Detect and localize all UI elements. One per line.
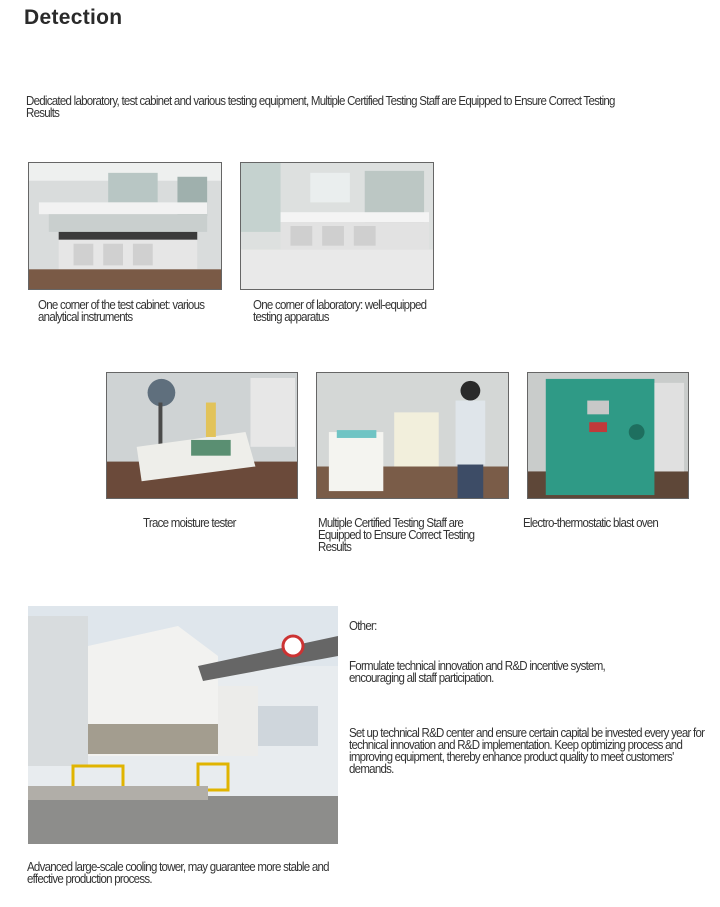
rd-center-paragraph: Set up technical R&D center and ensure certain capital be invested every year for technical innovation and R&D implementation. Keep optimizing process and improving equipment, thereby enhance product quality to meet customers' demands. xyxy=(349,726,705,776)
laboratory-caption: One corner of laboratory: well-equipped testing apparatus xyxy=(253,298,427,324)
moisture-tester-caption: Trace moisture tester xyxy=(143,516,236,530)
page-title: Detection xyxy=(24,6,123,29)
blast-oven-photo xyxy=(527,372,689,499)
moisture-tester-photo xyxy=(106,372,298,499)
laboratory-photo xyxy=(240,162,434,290)
blast-oven-caption: Electro-thermostatic blast oven xyxy=(523,516,659,530)
cooling-tower-photo xyxy=(28,606,338,844)
testing-staff-photo xyxy=(316,372,509,499)
testing-staff-caption: Multiple Certified Testing Staff are Equipped to Ensure Correct Testing Results xyxy=(318,516,475,554)
other-label: Other: xyxy=(349,619,377,633)
test-cabinet-photo xyxy=(28,162,222,290)
cooling-tower-caption: Advanced large-scale cooling tower, may guarantee more stable and effective production process. xyxy=(27,860,329,886)
innovation-paragraph: Formulate technical innovation and R&D incentive system, encouraging all staff participation. xyxy=(349,659,606,685)
test-cabinet-caption: One corner of the test cabinet: various analytical instruments xyxy=(38,298,205,324)
intro-text: Dedicated laboratory, test cabinet and various testing equipment, Multiple Certified Testing Staff are Equipped to Ensure Correct Testing Results xyxy=(26,94,615,120)
